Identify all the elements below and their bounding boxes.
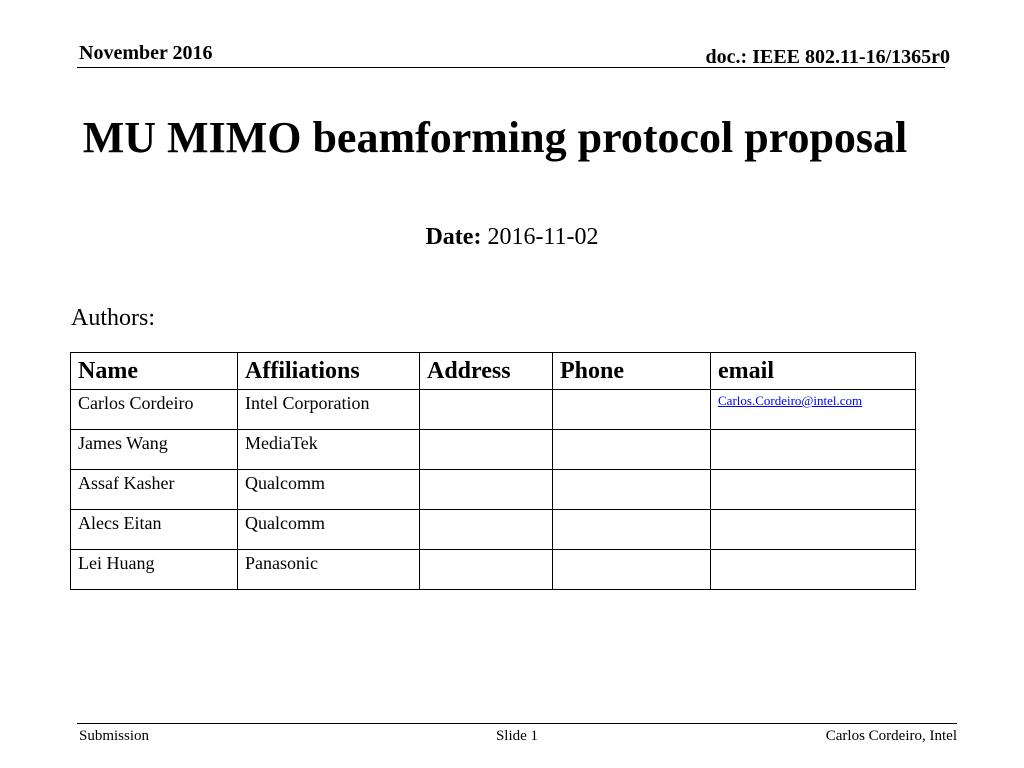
document-number: doc.: IEEE 802.11-16/1365r0 — [705, 46, 950, 68]
author-address — [420, 550, 553, 590]
author-name: Lei Huang — [71, 550, 238, 590]
column-header-name: Name — [71, 353, 238, 390]
table-row — [71, 470, 916, 510]
author-affiliation: MediaTek — [238, 430, 420, 470]
author-email-cell — [711, 430, 916, 470]
author-name: Alecs Eitan — [71, 510, 238, 550]
author-phone — [553, 470, 711, 510]
date-label: Date: — [425, 224, 482, 250]
author-affiliation: Panasonic — [238, 550, 420, 590]
table-row — [71, 550, 916, 590]
author-name: James Wang — [71, 430, 238, 470]
author-affiliation: Qualcomm — [238, 510, 420, 550]
author-phone — [553, 390, 711, 430]
author-email-cell — [711, 550, 916, 590]
table-row — [71, 510, 916, 550]
table-row — [71, 390, 916, 430]
author-affiliation: Intel Corporation — [238, 390, 420, 430]
table-row — [71, 430, 916, 470]
table-header-row — [71, 353, 916, 390]
author-phone — [553, 430, 711, 470]
authors-table — [70, 352, 916, 590]
authors-label: Authors: — [71, 305, 155, 331]
date-value: 2016-11-02 — [487, 224, 599, 250]
author-email-cell — [711, 510, 916, 550]
slide-title: MU MIMO beamforming protocol proposal — [82, 113, 908, 162]
footer-author: Carlos Cordeiro, Intel — [825, 728, 957, 744]
author-affiliation: Qualcomm — [238, 470, 420, 510]
author-email-cell — [711, 390, 916, 430]
footer-submission: Submission — [79, 728, 150, 744]
column-header-affiliations: Affiliations — [238, 353, 420, 390]
date-line — [0, 224, 1024, 251]
author-name: Assaf Kasher — [71, 470, 238, 510]
author-email-cell — [711, 470, 916, 510]
slide-number: Slide 1 — [495, 728, 539, 744]
author-name: Carlos Cordeiro — [71, 390, 238, 430]
column-header-phone: Phone — [553, 353, 711, 390]
author-phone — [553, 550, 711, 590]
footer-divider — [77, 723, 957, 724]
author-phone — [553, 510, 711, 550]
author-address — [420, 510, 553, 550]
column-header-email: email — [711, 353, 916, 390]
author-address — [420, 470, 553, 510]
author-address — [420, 390, 553, 430]
column-header-address: Address — [420, 353, 553, 390]
header-divider — [77, 67, 945, 68]
header-date: November 2016 — [79, 42, 213, 64]
author-address — [420, 430, 553, 470]
author-email-link[interactable]: Carlos.Cordeiro@intel.com — [718, 393, 863, 408]
